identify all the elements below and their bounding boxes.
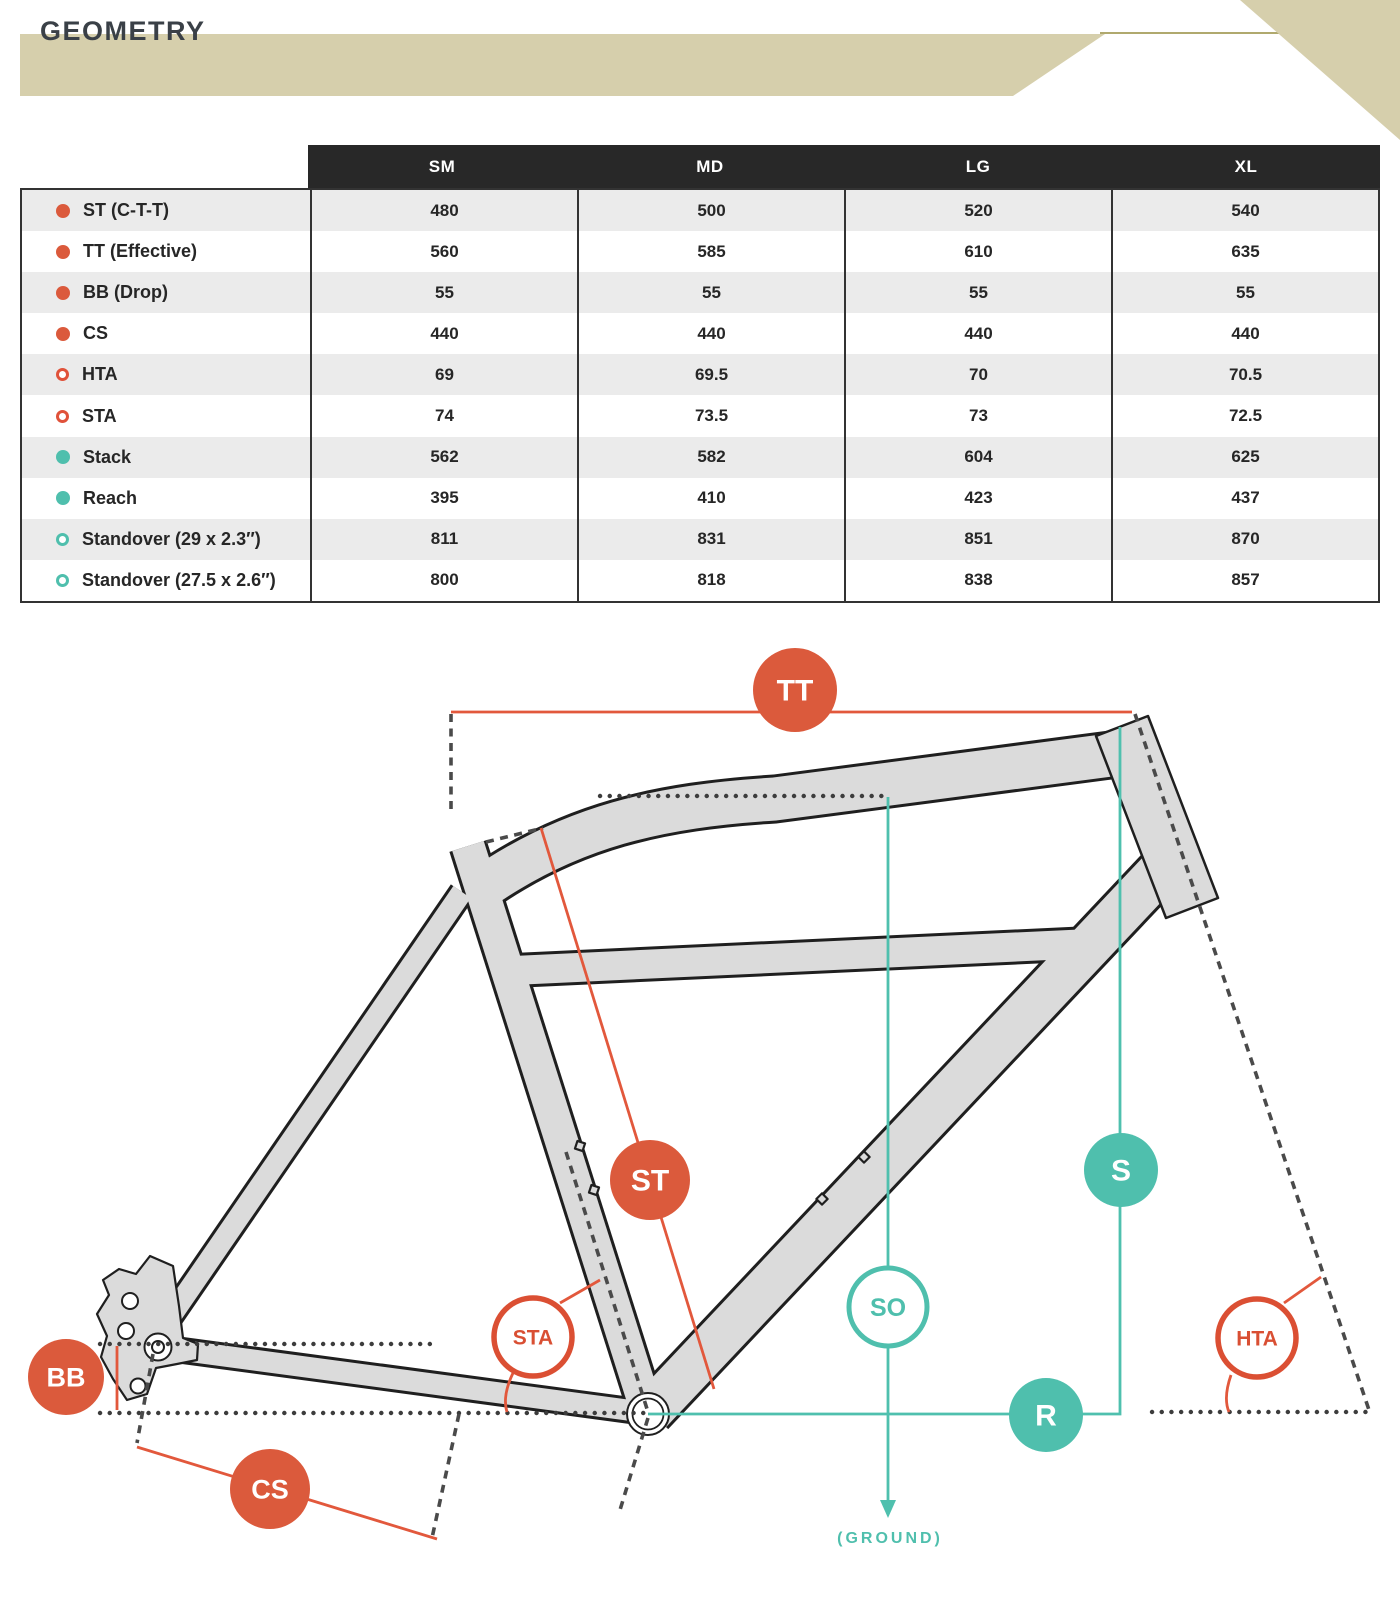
- cs-badge: [230, 1449, 310, 1529]
- size-header-xl: XL: [1234, 156, 1258, 176]
- size-header-lg: LG: [965, 156, 991, 176]
- cell-value: 70: [844, 354, 1111, 395]
- cell-value: 74: [310, 395, 577, 436]
- chainstay: [164, 1348, 642, 1412]
- cell-value: 55: [844, 272, 1111, 313]
- cell-value: 870: [1111, 519, 1378, 560]
- top-tube: [479, 754, 1118, 890]
- orange-open-marker: [56, 410, 69, 423]
- orange-filled-marker: [56, 327, 70, 341]
- table-row: [22, 560, 1378, 601]
- orange-filled-marker: [56, 286, 70, 300]
- dropout-hole: [118, 1323, 134, 1339]
- cell-value: 857: [1111, 560, 1378, 601]
- cell-value: 55: [1111, 272, 1378, 313]
- cell-value: 72.5: [1111, 395, 1378, 436]
- s-badge: [1084, 1133, 1158, 1207]
- hta-badge-label: HTA: [1236, 1327, 1278, 1351]
- so-badge: [849, 1268, 927, 1346]
- cell-value: 69: [310, 354, 577, 395]
- table-row: [22, 272, 1378, 313]
- teal-filled-marker: [56, 450, 70, 464]
- table-row: [22, 354, 1378, 395]
- page-title: GEOMETRY: [40, 16, 206, 46]
- tt-badge: [753, 648, 837, 732]
- cell-value: 73: [844, 395, 1111, 436]
- hanger-hole: [131, 1379, 146, 1394]
- banner-accent-line: [1100, 32, 1280, 34]
- hta-angle-arc: [1226, 1375, 1231, 1412]
- table-row: [22, 313, 1378, 354]
- bottle-boss: [575, 1141, 585, 1151]
- table-row: [22, 190, 1378, 231]
- st-badge: [610, 1140, 690, 1220]
- cell-value: 604: [844, 437, 1111, 478]
- geometry-table: [20, 145, 1380, 603]
- corner-triangle-decoration: [1240, 0, 1400, 140]
- bike-frame: [97, 716, 1218, 1435]
- cell-value: 73.5: [577, 395, 844, 436]
- size-header-sm: SM: [428, 156, 456, 176]
- cell-value: 70.5: [1111, 354, 1378, 395]
- orange-filled-marker: [56, 204, 70, 218]
- row-label: Reach: [83, 487, 138, 508]
- r-badge: [1009, 1378, 1083, 1452]
- cell-value: 540: [1111, 190, 1378, 231]
- frame-geometry-diagram: [0, 640, 1400, 1597]
- cell-value: 520: [844, 190, 1111, 231]
- row-label: CS: [83, 323, 109, 344]
- ground-arrowhead: [880, 1500, 896, 1518]
- cell-value: 55: [310, 272, 577, 313]
- cell-value: 811: [310, 519, 577, 560]
- cell-value: 410: [577, 478, 844, 519]
- sta-badge: [494, 1298, 572, 1376]
- table-row: [22, 519, 1378, 560]
- cell-value: 838: [844, 560, 1111, 601]
- cell-value: 440: [1111, 313, 1378, 354]
- seatstay: [160, 892, 462, 1332]
- orange-filled-marker: [56, 245, 70, 259]
- bb-badge: [28, 1339, 104, 1415]
- cell-value: 635: [1111, 231, 1378, 272]
- cs-right-guide-dashed: [432, 1414, 459, 1538]
- cell-value: 831: [577, 519, 844, 560]
- bottle-boss: [589, 1185, 599, 1195]
- teal-open-marker: [56, 574, 69, 587]
- sta-badge-label: STA: [512, 1326, 554, 1350]
- teal-filled-marker: [56, 491, 70, 505]
- cs-badge-label: CS: [251, 1474, 289, 1505]
- cell-value: 423: [844, 478, 1111, 519]
- cell-value: 500: [577, 190, 844, 231]
- cell-value: 818: [577, 560, 844, 601]
- row-label: TT (Effective): [83, 241, 198, 262]
- cell-value: 395: [310, 478, 577, 519]
- table-row: [22, 231, 1378, 272]
- dropout-hole: [122, 1293, 138, 1309]
- orange-open-marker: [56, 368, 69, 381]
- cell-value: 440: [577, 313, 844, 354]
- cell-value: 440: [844, 313, 1111, 354]
- row-label: BB (Drop): [83, 282, 168, 303]
- cell-value: 55: [577, 272, 844, 313]
- cell-value: 560: [310, 231, 577, 272]
- cell-value: 610: [844, 231, 1111, 272]
- cell-value: 562: [310, 437, 577, 478]
- table-row: [22, 437, 1378, 478]
- bb-badge-label: BB: [46, 1362, 86, 1393]
- size-header-md: MD: [696, 156, 724, 176]
- teal-open-marker: [56, 533, 69, 546]
- row-label: Standover (29 x 2.3″): [82, 528, 261, 549]
- tt-badge-label: TT: [776, 674, 814, 708]
- cell-value: 800: [310, 560, 577, 601]
- cell-value: 851: [844, 519, 1111, 560]
- row-label: Stack: [83, 446, 132, 467]
- ground-label: (GROUND): [837, 1530, 943, 1547]
- hta-badge: [1218, 1299, 1296, 1377]
- so-badge-label: SO: [869, 1294, 907, 1322]
- hta-leader-line: [1284, 1277, 1321, 1303]
- row-label: ST (C-T-T): [83, 200, 169, 221]
- s-badge-label: S: [1110, 1154, 1132, 1188]
- table-row: [22, 395, 1378, 436]
- cell-value: 437: [1111, 478, 1378, 519]
- cell-value: 582: [577, 437, 844, 478]
- row-label: Standover (27.5 x 2.6″): [82, 569, 276, 590]
- cell-value: 440: [310, 313, 577, 354]
- row-label: HTA: [82, 364, 118, 385]
- row-label: STA: [82, 405, 117, 426]
- cell-value: 69.5: [577, 354, 844, 395]
- size-header-row: [308, 145, 1380, 188]
- cell-value: 625: [1111, 437, 1378, 478]
- r-badge-label: R: [1035, 1399, 1057, 1433]
- cell-value: 480: [310, 190, 577, 231]
- mid-tube: [502, 944, 1080, 971]
- cell-value: 585: [577, 231, 844, 272]
- st-badge-label: ST: [630, 1164, 670, 1198]
- table-body: [20, 188, 1380, 603]
- table-row: [22, 478, 1378, 519]
